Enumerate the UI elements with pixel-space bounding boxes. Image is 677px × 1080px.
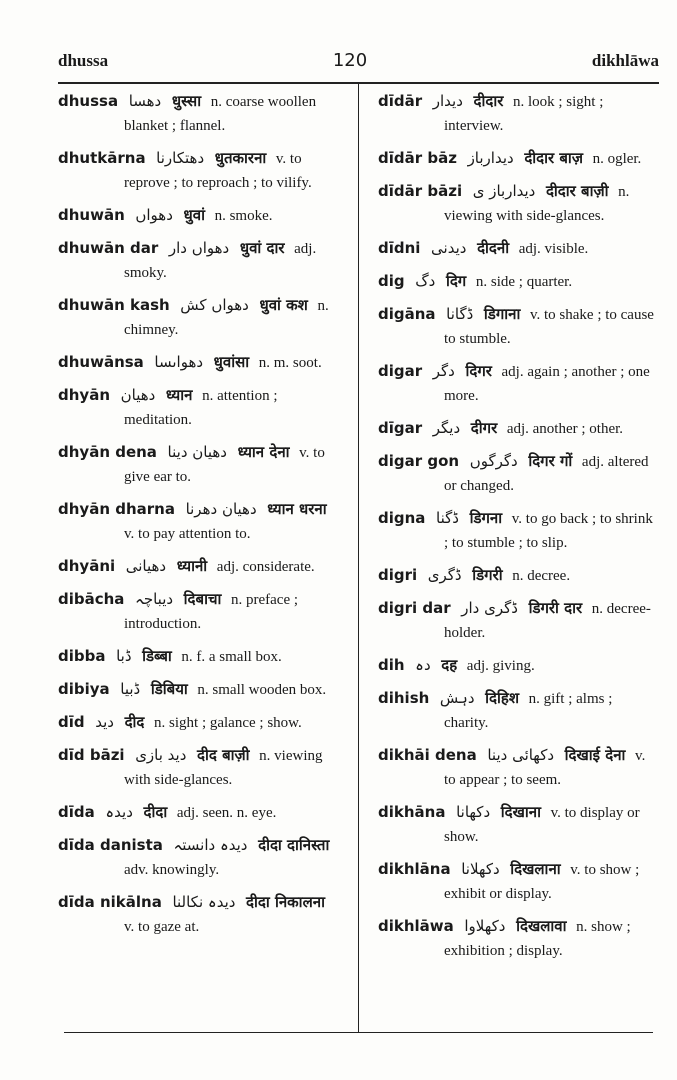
entry-headword: digri dar <box>378 599 451 617</box>
entry-headword: dibiya <box>58 680 110 698</box>
entry-definition: v. to give ear to. <box>124 445 325 485</box>
column-divider <box>358 82 359 1032</box>
right-column <box>378 89 658 971</box>
dictionary-entry <box>58 497 342 546</box>
entry-urdu-script: دھیانی <box>125 557 167 575</box>
entry-headword: dīdār <box>378 92 423 110</box>
entry-urdu-script: ڈبا <box>116 647 132 665</box>
entry-devanagari-script: दिहिश <box>485 689 520 707</box>
dictionary-entry <box>378 914 658 963</box>
entry-headword: dīda nikālna <box>58 893 162 911</box>
dictionary-entry <box>58 236 342 285</box>
entry-urdu-script: دیدارباز ی <box>472 182 536 200</box>
entry-urdu-script: دکھلاوا <box>464 917 506 935</box>
entry-devanagari-script: दिखाई देना <box>564 746 626 764</box>
entry-definition: v. to reprove ; to reproach ; to vilify. <box>124 151 312 191</box>
entry-definition: adj. another ; other. <box>506 421 624 437</box>
entry-definition: n. gift ; alms ; charity. <box>444 691 613 731</box>
entry-urdu-script: ڈگری <box>427 566 462 584</box>
entry-headword: dīdni <box>378 239 421 257</box>
entry-headword: digar gon <box>378 452 460 470</box>
entry-urdu-script: دھیان دھرنا <box>185 500 257 518</box>
entry-headword: dhuwān dar <box>58 239 159 257</box>
left-column <box>58 89 342 947</box>
entry-urdu-script: ڈگنا <box>436 509 459 527</box>
entry-headword: dīda danista <box>58 836 163 854</box>
dictionary-entry <box>378 506 658 555</box>
entry-urdu-script: دہش <box>439 689 475 707</box>
entry-definition: adj. giving. <box>466 658 535 674</box>
entry-urdu-script: دیدار <box>432 92 463 110</box>
entry-urdu-script: دھیان <box>120 386 156 404</box>
dictionary-entry <box>58 203 342 228</box>
entry-urdu-script: دھواں دار <box>168 239 230 257</box>
entry-urdu-script: دکھانا <box>456 803 491 821</box>
entry-definition: n. ogler. <box>592 151 642 167</box>
entry-definition: n. coarse woollen blanket ; flannel. <box>124 94 317 134</box>
dictionary-entry <box>58 644 342 669</box>
entry-headword: digāna <box>378 305 436 323</box>
entry-devanagari-script: डिबिया <box>150 680 188 698</box>
entry-urdu-script: دھیان دینا <box>167 443 227 461</box>
entry-headword: digri <box>378 566 418 584</box>
entry-devanagari-script: दीदार बाज़ <box>524 149 583 167</box>
dictionary-entry <box>378 653 658 678</box>
entry-headword: dibba <box>58 647 106 665</box>
entry-urdu-script: دھواں <box>135 206 173 224</box>
entry-headword: dikhāi dena <box>378 746 477 764</box>
entry-devanagari-script: ध्यान धरना <box>267 500 327 518</box>
dictionary-entry <box>378 416 658 441</box>
dictionary-entry <box>378 236 658 261</box>
entry-urdu-script: دیگر <box>432 419 461 437</box>
dictionary-entry <box>58 89 342 138</box>
entry-headword: dīdār bāzi <box>378 182 463 200</box>
entry-devanagari-script: ध्यान <box>165 386 193 404</box>
dictionary-entry <box>58 800 342 825</box>
entry-devanagari-script: दीदा <box>143 803 168 821</box>
dictionary-entry <box>378 857 658 906</box>
entry-urdu-script: دیدہ نکالنا <box>172 893 236 911</box>
entry-headword: dhuwān kash <box>58 296 170 314</box>
entry-urdu-script: دھواں کش <box>180 296 249 314</box>
entry-devanagari-script: दीदार बाज़ी <box>545 182 609 200</box>
entry-definition: adj. again ; another ; one more. <box>444 364 650 404</box>
entry-devanagari-script: धुवां दार <box>239 239 285 257</box>
entry-definition: n. look ; sight ; interview. <box>444 94 604 134</box>
page-header <box>58 50 659 78</box>
entry-headword: dīd bāzi <box>58 746 125 764</box>
dictionary-entry <box>58 833 342 882</box>
entry-definition: adj. considerate. <box>216 559 315 575</box>
entry-definition: adj. altered or changed. <box>444 454 649 494</box>
entry-definition: v. to shake ; to cause to stumble. <box>444 307 654 347</box>
entry-definition: adv. knowingly. <box>124 862 220 878</box>
entry-devanagari-script: धुवां कश <box>259 296 308 314</box>
entry-devanagari-script: दिग <box>445 272 467 290</box>
entry-devanagari-script: दीगर <box>470 419 498 437</box>
entry-headword: dhyān dena <box>58 443 157 461</box>
entry-devanagari-script: धुस्सा <box>171 92 202 110</box>
entry-devanagari-script: डिगरी दार <box>528 599 583 617</box>
entry-devanagari-script: डिब्बा <box>142 647 172 665</box>
entry-headword: dīd <box>58 713 85 731</box>
entry-devanagari-script: दीदा निकालना <box>246 893 325 911</box>
entry-headword: dhyāni <box>58 557 116 575</box>
dictionary-entry <box>378 89 658 138</box>
entry-definition: n. attention ; meditation. <box>124 388 278 428</box>
entry-definition: v. to gaze at. <box>124 919 200 935</box>
entry-headword: dīda <box>58 803 95 821</box>
entry-definition: n. show ; exhibition ; display. <box>444 919 631 959</box>
dictionary-entry <box>378 359 658 408</box>
dictionary-entry <box>378 269 658 294</box>
dictionary-entry <box>58 350 342 375</box>
dictionary-entry <box>58 554 342 579</box>
entry-definition: n. sight ; galance ; show. <box>154 715 302 731</box>
entry-devanagari-script: डिगना <box>469 509 503 527</box>
entry-urdu-script: دگر <box>432 362 455 380</box>
entry-devanagari-script: दिगर <box>465 362 492 380</box>
entry-urdu-script: دگرگوں <box>469 452 518 470</box>
entry-headword: digna <box>378 509 426 527</box>
entry-devanagari-script: दीद बाज़ी <box>197 746 250 764</box>
entry-devanagari-script: धुवांसा <box>213 353 250 371</box>
dictionary-entry <box>378 800 658 849</box>
entry-definition: n. small wooden box. <box>197 682 327 698</box>
entry-headword: dhussa <box>58 92 119 110</box>
entry-urdu-script: ڈبیا <box>120 680 141 698</box>
dictionary-entry <box>58 587 342 636</box>
entry-urdu-script: دیدارباز <box>467 149 514 167</box>
dictionary-entry <box>378 743 658 792</box>
entry-headword: dīgar <box>378 419 423 437</box>
entry-definition: adj. seen. n. eye. <box>176 805 277 821</box>
entry-definition: v. to pay attention to. <box>124 526 251 542</box>
footer-rule <box>64 1032 653 1033</box>
entry-urdu-script: دیباچہ <box>135 590 174 608</box>
entry-definition: n. preface ; introduction. <box>124 592 299 632</box>
entry-urdu-script: دید <box>95 713 114 731</box>
entry-headword: dīdār bāz <box>378 149 457 167</box>
dictionary-entry <box>58 293 342 342</box>
entry-urdu-script: ڈگانا <box>446 305 474 323</box>
entry-definition: n. viewing with side-glances. <box>444 184 630 224</box>
entry-definition: n. f. a small box. <box>181 649 282 665</box>
entry-definition: v. to show ; exhibit or display. <box>444 862 640 902</box>
entry-urdu-script: دھسا <box>128 92 162 110</box>
dictionary-entry <box>58 710 342 735</box>
entry-devanagari-script: धुवां <box>183 206 205 224</box>
entry-headword: dhyān <box>58 386 110 404</box>
entry-headword: dikhlāna <box>378 860 451 878</box>
entry-devanagari-script: दीद <box>124 713 145 731</box>
entry-urdu-script: دکھلانا <box>461 860 500 878</box>
entry-devanagari-script: दिबाचा <box>183 590 222 608</box>
dictionary-entry <box>378 596 658 645</box>
entry-urdu-script: دگ <box>415 272 436 290</box>
entry-urdu-script: دہ <box>415 656 431 674</box>
entry-headword: digar <box>378 362 423 380</box>
left-guide-word: dhussa <box>58 51 109 70</box>
dictionary-entry <box>378 449 658 498</box>
entry-headword: dikhlāwa <box>378 917 454 935</box>
entry-urdu-script: دھتکارنا <box>156 149 205 167</box>
entry-urdu-script: دکھائی دینا <box>487 746 555 764</box>
entry-urdu-script: دیدنی <box>431 239 467 257</box>
dictionary-entry <box>378 146 658 171</box>
entry-definition: v. to go back ; to shrink ; to stumble ; to slip. <box>444 511 653 551</box>
entry-urdu-script: دید بازی <box>135 746 187 764</box>
entry-headword: dihish <box>378 689 430 707</box>
entry-urdu-script: دیدہ <box>105 803 133 821</box>
dictionary-entry <box>58 890 342 939</box>
entry-devanagari-script: दीदार <box>473 92 504 110</box>
entry-headword: dhuwān <box>58 206 125 224</box>
entry-devanagari-script: दीदनी <box>477 239 510 257</box>
dictionary-entry <box>58 677 342 702</box>
entry-definition: n. decree. <box>512 568 571 584</box>
entry-definition: n. viewing with side-glances. <box>124 748 323 788</box>
entry-headword: dikhāna <box>378 803 446 821</box>
entry-definition: n. m. soot. <box>258 355 322 371</box>
entry-devanagari-script: डिगरी <box>472 566 503 584</box>
dictionary-entry <box>378 563 658 588</box>
entry-definition: n. chimney. <box>124 298 329 338</box>
entry-headword: dhyān dharna <box>58 500 175 518</box>
entry-devanagari-script: डिगाना <box>483 305 521 323</box>
entry-devanagari-script: ध्यानी <box>176 557 208 575</box>
entry-devanagari-script: दिगर गों <box>528 452 573 470</box>
entry-definition: n. side ; quarter. <box>475 274 573 290</box>
entry-devanagari-script: दिखलाना <box>510 860 561 878</box>
entry-devanagari-script: दह <box>441 656 458 674</box>
entry-urdu-script: دیدہ دانستہ <box>173 836 248 854</box>
dictionary-entry <box>58 743 342 792</box>
entry-headword: dhuwānsa <box>58 353 144 371</box>
dictionary-entry <box>378 179 658 228</box>
dictionary-entry <box>58 383 342 432</box>
entry-definition: adj. smoky. <box>124 241 317 281</box>
entry-headword: dibācha <box>58 590 125 608</box>
entry-definition: adj. visible. <box>518 241 589 257</box>
dictionary-entry <box>58 440 342 489</box>
entry-devanagari-script: ध्यान देना <box>237 443 290 461</box>
dictionary-entry <box>378 686 658 735</box>
entry-definition: n. smoke. <box>214 208 273 224</box>
entry-urdu-script: ڈگری دار <box>461 599 518 617</box>
entry-definition: v. to display or show. <box>444 805 640 845</box>
dictionary-entry <box>378 302 658 351</box>
entry-headword: dig <box>378 272 405 290</box>
entry-headword: dhutkārna <box>58 149 146 167</box>
entry-definition: v. to appear ; to seem. <box>444 748 646 788</box>
entry-devanagari-script: दीदा दानिस्ता <box>258 836 330 854</box>
dictionary-entry <box>58 146 342 195</box>
entry-definition: n. decree-holder. <box>444 601 651 641</box>
entry-devanagari-script: दिखाना <box>500 803 541 821</box>
entry-devanagari-script: धुतकारना <box>214 149 267 167</box>
right-guide-word: dikhlāwa <box>591 51 659 70</box>
entry-urdu-script: دھواںسا <box>154 353 204 371</box>
entry-headword: dih <box>378 656 405 674</box>
entry-devanagari-script: दिखलावा <box>516 917 567 935</box>
page-number: 120 <box>332 50 368 71</box>
